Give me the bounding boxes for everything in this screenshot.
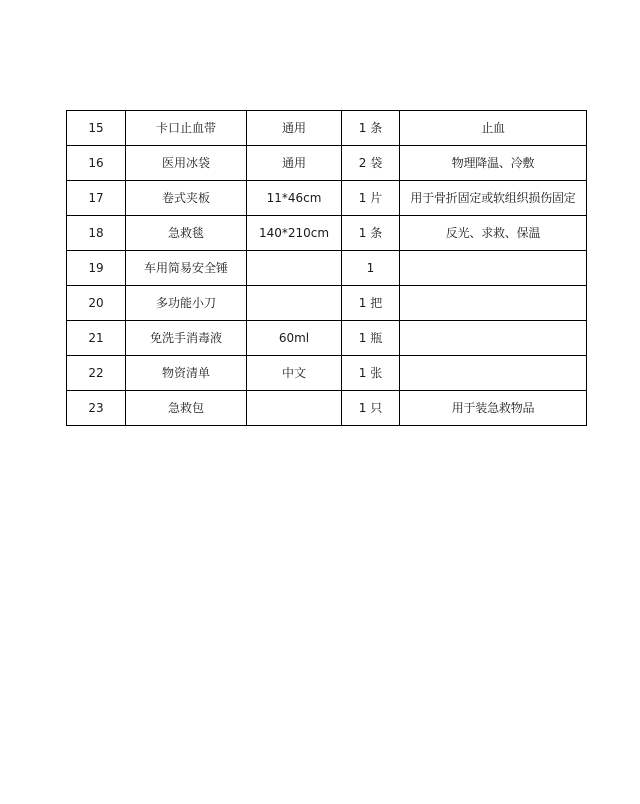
cell-quantity: 1 瓶 — [342, 321, 400, 356]
table-row — [67, 216, 587, 251]
cell-purpose: 反光、求救、保温 — [400, 216, 587, 251]
cell-item-name: 医用冰袋 — [126, 146, 247, 181]
cell-quantity: 1 张 — [342, 356, 400, 391]
first-aid-items-table — [66, 110, 587, 426]
cell-number: 21 — [67, 321, 126, 356]
cell-number: 16 — [67, 146, 126, 181]
cell-quantity: 2 袋 — [342, 146, 400, 181]
cell-quantity: 1 条 — [342, 111, 400, 146]
cell-spec: 通用 — [247, 111, 342, 146]
table-row — [67, 391, 587, 426]
cell-spec — [247, 391, 342, 426]
cell-number: 23 — [67, 391, 126, 426]
cell-item-name: 急救包 — [126, 391, 247, 426]
cell-purpose: 物理降温、冷敷 — [400, 146, 587, 181]
cell-purpose — [400, 251, 587, 286]
cell-number: 22 — [67, 356, 126, 391]
cell-number: 20 — [67, 286, 126, 321]
cell-spec — [247, 251, 342, 286]
table-row — [67, 111, 587, 146]
table-row — [67, 181, 587, 216]
cell-item-name: 卡口止血带 — [126, 111, 247, 146]
cell-quantity: 1 只 — [342, 391, 400, 426]
cell-spec: 11*46cm — [247, 181, 342, 216]
cell-quantity: 1 把 — [342, 286, 400, 321]
table-row — [67, 321, 587, 356]
cell-purpose: 用于骨折固定或软组织损伤固定 — [400, 181, 587, 216]
cell-quantity: 1 — [342, 251, 400, 286]
cell-number: 19 — [67, 251, 126, 286]
cell-purpose — [400, 286, 587, 321]
cell-purpose: 用于装急救物品 — [400, 391, 587, 426]
cell-spec: 中文 — [247, 356, 342, 391]
cell-item-name: 免洗手消毒液 — [126, 321, 247, 356]
cell-item-name: 卷式夹板 — [126, 181, 247, 216]
cell-spec: 60ml — [247, 321, 342, 356]
table-row — [67, 286, 587, 321]
table-row — [67, 356, 587, 391]
cell-purpose — [400, 321, 587, 356]
cell-purpose — [400, 356, 587, 391]
cell-purpose: 止血 — [400, 111, 587, 146]
cell-item-name: 急救毯 — [126, 216, 247, 251]
cell-spec: 140*210cm — [247, 216, 342, 251]
table-row — [67, 251, 587, 286]
cell-quantity: 1 条 — [342, 216, 400, 251]
cell-quantity: 1 片 — [342, 181, 400, 216]
cell-spec: 通用 — [247, 146, 342, 181]
cell-number: 15 — [67, 111, 126, 146]
cell-item-name: 车用简易安全锤 — [126, 251, 247, 286]
cell-item-name: 物资清单 — [126, 356, 247, 391]
cell-number: 17 — [67, 181, 126, 216]
cell-item-name: 多功能小刀 — [126, 286, 247, 321]
table-row — [67, 146, 587, 181]
cell-spec — [247, 286, 342, 321]
cell-number: 18 — [67, 216, 126, 251]
